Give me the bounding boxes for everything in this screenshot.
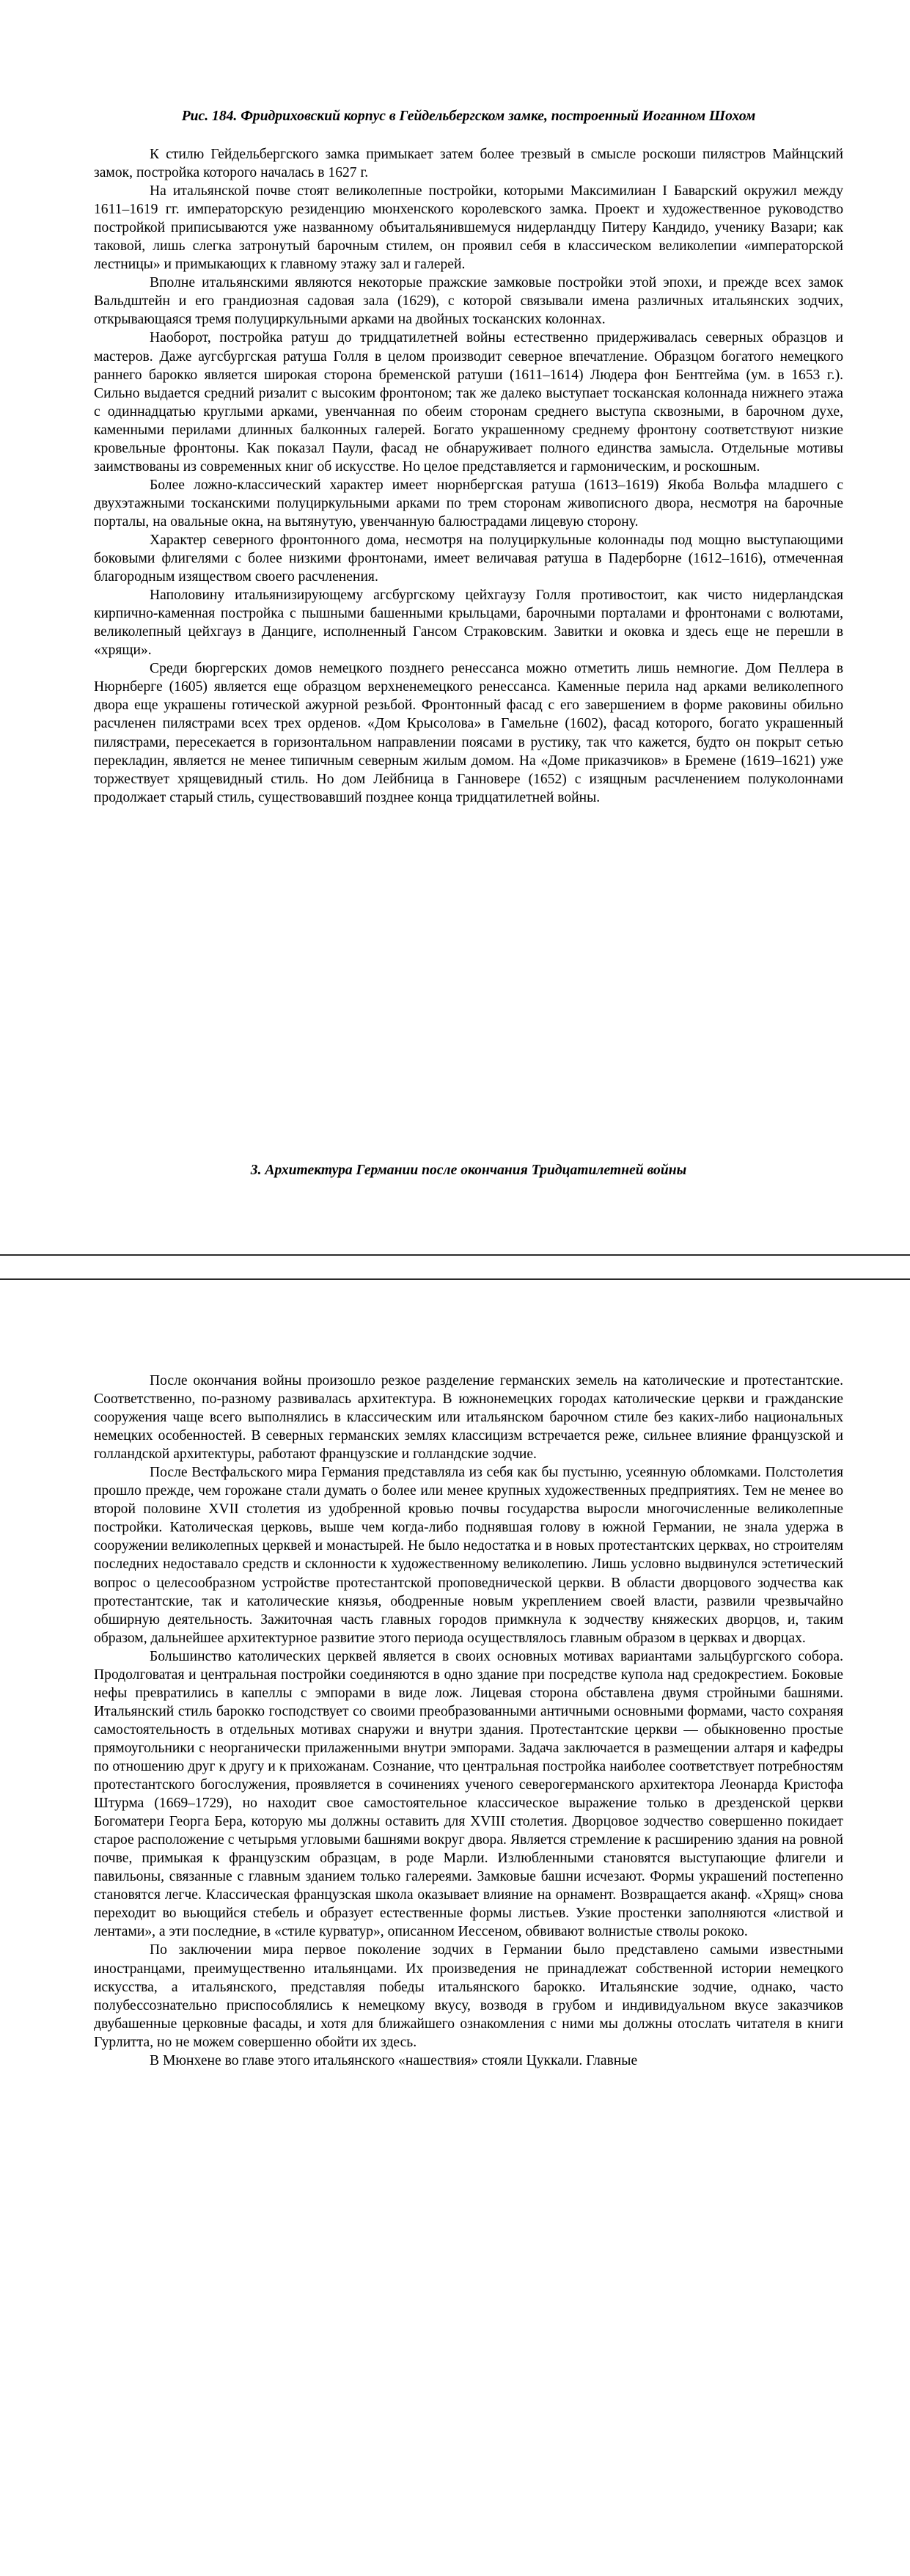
page-1-body (94, 145, 843, 807)
paragraph: Наоборот, постройка ратуш до тридцатилетней войны естественно придерживалась северных образцов и мастеров. Даже аугсбургская ратуша Голля в целом производит северное впечатление. Образцом богатого немецкого раннего барокко является широкая сторона бременской ратуши (1611–1614) Людера фон Бентгейма (ум. в 1653 г.). Сильно выдается средний ризалит с высоким фронтоном; так же далеко выступает тосканская колоннада нижнего этажа с одиннадцатью круглыми арками, увенчанная по обеим сторонам среднего выступа сквозными, в барочном духе, каменными перилами длинных балконных галерей. Богато украшенному среднему фронтону соответствуют низкие кровельные фронтоны. Как показал Паули, фасад не обнаруживает полного единства замысла. Отдельные мотивы заимствованы из современных книг об искусстве. Но целое представляется и гармоническим, и роскошным. (94, 330, 843, 475)
paragraph: Наполовину итальянизирующему агсбургскому цейхгаузу Голля противостоит, как чисто нидерландская кирпично-каменная постройка с пышными башенными крыльцами, барочными порталами и фронтонами с волютами, великолепный цейхгауз в Данциге, исполненный Гансом Страковским. Завитки и оковка и здесь еще не перешли в «хрящи». (94, 588, 843, 659)
paragraph: В Мюнхене во главе этого итальянского «нашествия» стояли Цуккали. Главные (150, 2052, 638, 2068)
document-page-2 (0, 1280, 910, 2576)
paragraph: После Вестфальского мира Германия представляла из себя как бы пустыню, усеянную обломками. Полстолетия прошло прежде, чем горожане стали думать о более или менее крупных художественных предприятиях. Тем не менее во второй половине XVII столетия из удобренной кровью почвы государства выросли многочисленные великолепные постройки. Католическая церковь, выше чем когда-либо поднявшая голову в южной Германии, не знала удержа в сооружении великолепных церквей и монастырей. Не было недостатка и в новых протестантских церквах, но строителям последних недоставало средств и склонности к художественному великолепию. Лишь условно выдвинулся эстетический вопрос о целесообразном устройстве протестантской проповеднической церкви. В области дворцового зодчества как протестантские, так и католические князья, ободренные новым укреплением своей власти, развили чрезвычайно обширную деятельность. Зажиточная часть главных городов примкнула к зодчеству княжеских дворцов, и, таким образом, дальнейшее архитектурное развитие этого периода осуществлялось главным образом в церквах и дворцах. (94, 1465, 843, 1646)
paragraph: Среди бюргерских домов немецкого позднего ренессанса можно отметить лишь немногие. Дом Пеллера в Нюрнберге (1605) является еще образцом верхненемецкого ренессанса. Каменные перила над арками великолепного двора еще украшены готической ажурной резьбой. Фронтонный фасад с его завершением в форме раковины обильно расчленен пилястрами всех трех орденов. «Дом Крысолова» в Гамельне (1602), фасад которого, богато украшенный пилястрами, пересекается в горизонтальном направлении поясами в рустику, так что кажется, будто он покрыт сетью перекладин, является не менее типичным северным жилым домом. На «Доме приказчиков» в Бремене (1619–1621) уже торжествует хрящевидный стиль. Но дом Лейбница в Ганновере (1652) с изящным расчленением полуколоннами продолжает старый стиль, существовавший позднее конца тридцатилетней войны. (94, 661, 843, 805)
page-2-body (94, 1372, 843, 2070)
paragraph: Характер северного фронтонного дома, несмотря на полуциркульные колоннады под мощно выступающими боковыми флигелями с более низкими фронтонами, имеет величавая ратуша в Падерборне (1612–1616), отмеченная благородным изяществом своего расчленения. (94, 532, 843, 585)
paragraph: К стилю Гейдельбергского замка примыкает затем более трезвый в смысле роскоши пилястров Майнцский замок, постройка которого началась в 1627 г. (94, 147, 843, 181)
page-divider (0, 1254, 910, 1280)
paragraph: На итальянской почве стоят великолепные постройки, которыми Максимилиан I Баварский окружил между 1611–1619 гг. императорскую резиденцию мюнхенского королевского замка. Проект и художественное руководство постройкой приписываются уже названному объитальянившемуся нидерландцу Питеру Кандидо, ученику Вазари; как таковой, лишь слегка затронутый барочным стилем, он проявил себя в классическом великолепии «императорской лестницы» и примыкающих к главному этажу зал и галерей. (94, 183, 843, 273)
paragraph: По заключении мира первое поколение зодчих в Германии было представлено самыми известными иностранцами, преимущественно итальянцами. Их произведения не принадлежат собственной истории немецкого искусства, а итальянского, представляя победы итальянского барокко. Итальянские зодчие, однако, часто полубессознательно приспособлялись к немецкому вкусу, возводя в грубом и индивидуальном вкусе заказчиков двубашенные церковные фасады, и хотя для ближайшего ознакомления с ними мы должны отослать читателя в книги Гурлитта, но не можем совершенно обойти их здесь. (94, 1942, 843, 2050)
section-heading: 3. Архитектура Германии после окончания Тридцатилетней войны (250, 1163, 687, 1178)
document-page-1 (0, 0, 910, 1254)
paragraph: Более ложно-классический характер имеет нюрнбергская ратуша (1613–1619) Якоба Вольфа младшего с двухэтажными тосканскими полуциркульными арками по трем сторонам живописного двора, несмотря на барочные порталы, на овальные окна, на вытянутую, увенчанную балюстрадами лицевую сторону. (94, 477, 843, 530)
paragraph: Вполне итальянскими являются некоторые пражские замковые постройки этой эпохи, и прежде всех замок Вальдштейн и его грандиозная садовая зала (1629), с которой связывали имена различных итальянских зодчих, открывающаяся тремя полуциркульными арками на двойных тосканских колоннах. (94, 275, 843, 328)
paragraph: После окончания войны произошло резкое разделение германских земель на католические и протестантские. Соответственно, по-разному развивалась архитектура. В южнонемецких городах католические церкви и гражданские сооружения чаще всего выполнялись в классическим или итальянском барочном стиле без каких-либо национальных немецких особенностей. В северных германских землях классицизм встречается реже, сильнее влияние французской и голландской архитектуры, работают французские и голландские зодчие. (94, 1373, 843, 1463)
paragraph: Большинство католических церквей является в своих основных мотивах вариантами зальцбургского собора. Продолговатая и центральная постройки соединяются в одно здание при посредстве купола над средокрестием. Боковые нефы превратились в капеллы с эмпорами в виде лож. Лицевая сторона обставлена двумя стройными башнями. Итальянский стиль барокко господствует со своими преобразованными античными основными формами, часто сохраняя самостоятельность в отдельных мотивах снаружи и внутри здания. Протестантские церкви — обыкновенно простые прямоугольники с неорганически прилаженными внутри эмпорами. Задача заключается в размещении алтаря и кафедры по отношению друг к другу и к прихожанам. Сознание, что центральная постройка наиболее соответствует потребностям протестантского богослужения, проявляется в сочинениях ученого северогерманского архитектора Леонарда Кристофа Штурма (1669–1729), но находит свое самостоятельное классическое выражение только в дрезденской церкви Богоматери Георга Бера, которую мы должны оставить для XVIII столетия. Дворцовое зодчество совершенно покидает старое расположение с четырьмя угловыми башнями вокруг двора. Является стремление к расширению здания на ровной почве, примыкая к французским образцам, в роде Марли. Излюбленными становятся выступающие флигели и павильоны, связанные с главным зданием только галереями. Замковые башни исчезают. Формы украшений постепенно становятся легче. Классическая французская школа оказывает влияние на орнамент. Возвращается аканф. «Хрящ» снова переходит во вьющийся стебель и образует естественные формы листьев. Узкие простенки заполняются «листвой и лентами», а эти последние, в «стиле курватур», описанном Иессеном, обвивают волнистые стволы рококо. (94, 1648, 843, 1940)
figure-caption: Рис. 184. Фридриховский корпус в Гейдельбергском замке, построенный Иоганном Шохом (181, 109, 756, 124)
